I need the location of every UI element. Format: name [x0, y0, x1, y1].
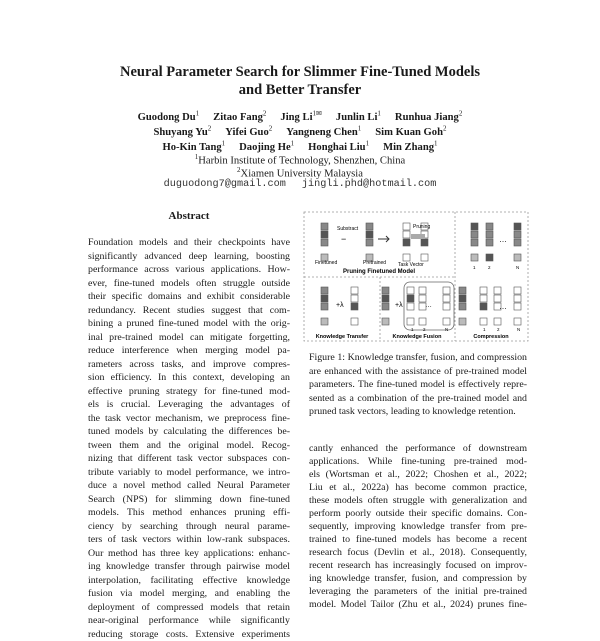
- comp-index-2: 2: [488, 265, 491, 270]
- parameter-block: [514, 318, 521, 325]
- parameter-block: [494, 287, 501, 294]
- text-line: parameters. The fine-tuned model is effectively repre-: [309, 378, 527, 392]
- author-affiliation-mark: 2: [263, 109, 267, 117]
- parameter-block: [351, 287, 358, 294]
- author: [336, 112, 381, 123]
- author-name: Shuyang Yu: [154, 127, 208, 138]
- author-line: [0, 109, 600, 123]
- parameter-block: [321, 239, 328, 246]
- arrow-icon: [378, 236, 389, 242]
- author: [225, 127, 272, 138]
- parameter-block: [382, 287, 389, 294]
- parameter-block: [403, 254, 410, 261]
- parameter-block: [403, 231, 410, 238]
- parameter-block: [366, 223, 373, 230]
- text-line: fusion via model merging, and enabling the: [88, 587, 290, 601]
- text-line: sented as a combination of the pre-trained model and: [309, 392, 527, 406]
- parameter-block: [382, 318, 389, 325]
- text-line: Our method has three key applications: enhanc-: [88, 547, 290, 561]
- label-task-vector: Task Vector: [398, 262, 424, 268]
- parameter-block: [382, 303, 389, 310]
- author: [138, 112, 200, 123]
- text-line: tribute variably to model performance, we intro-: [88, 466, 290, 480]
- author-affiliation-mark: 2: [269, 124, 273, 132]
- ellipsis-fusion: …: [425, 302, 432, 309]
- parameter-block: [321, 223, 328, 230]
- text-line: Liu et al., 2022a) has become common practice,: [309, 481, 527, 494]
- text-line: sion efficiency. In this context, developing an: [88, 371, 290, 385]
- parameter-block: [480, 287, 487, 294]
- parameter-block: [486, 223, 493, 230]
- text-line: reduce interference when merging model pa-: [88, 344, 290, 358]
- label-substract: Substract: [337, 226, 359, 232]
- figure-1: [303, 211, 529, 342]
- parameter-block: [403, 223, 410, 230]
- text-line: are enhanced with the assistance of pre-trained model: [309, 365, 527, 379]
- parameter-block: [514, 231, 521, 238]
- parameter-block: [443, 295, 450, 302]
- text-line: redundancy. Recent studies suggest that com-: [88, 304, 290, 318]
- author-name: Ho-Kin Tang: [162, 142, 221, 153]
- text-line: tuned models by calculating the differences be-: [88, 425, 290, 439]
- text-line: els is crucial. Leveraging the advantages of: [88, 398, 290, 412]
- author-affiliation-mark: 1: [434, 139, 438, 147]
- parameter-block: [321, 231, 328, 238]
- author: [213, 112, 266, 123]
- label-pruning: Pruning: [413, 224, 430, 230]
- author: [383, 142, 437, 153]
- author-name: Jing Li: [280, 112, 312, 123]
- comp-index-n: N: [516, 265, 519, 270]
- text-line: Figure 1: Knowledge transfer, fusion, and compression: [309, 351, 527, 365]
- author-name: Daojing He: [239, 142, 291, 153]
- figure-caption: [309, 351, 527, 419]
- author-affiliation-mark: 1✉: [313, 109, 322, 117]
- parameter-block: [459, 295, 466, 302]
- plus-lambda-transfer: +λ: [336, 302, 344, 309]
- parameter-block: [459, 303, 466, 310]
- ellipsis-compression-top: …: [499, 235, 507, 244]
- parameter-block: [366, 231, 373, 238]
- author-name: Junlin Li: [336, 112, 378, 123]
- text-line: Foundation models and their checkpoints have: [88, 236, 290, 250]
- parameter-block: [321, 295, 328, 302]
- text-line: ing knowledge transfer through pairwise model: [88, 560, 290, 574]
- text-line: models. This method enhances pruning effi-: [88, 506, 290, 520]
- text-line: interpolation, facilitating effective knowledge: [88, 574, 290, 588]
- text-line: inal pre-trained model can mitigate forgetting,: [88, 331, 290, 345]
- text-line: effective pruning strategy for fine-tuned mod-: [88, 385, 290, 399]
- parameter-block: [403, 239, 410, 246]
- text-line: els (Wortsman et al., 2022; Choshen et al., 2022;: [309, 468, 527, 481]
- author-name: Yifei Guo: [225, 127, 268, 138]
- author-name: Honghai Liu: [308, 142, 365, 153]
- text-line: near-original performance while significantly: [88, 614, 290, 628]
- parameter-block: [351, 295, 358, 302]
- text-line: perform poorly outside their specific domains. Con-: [309, 507, 527, 520]
- panel-pruning: Pruning Finetuned Model: [343, 269, 415, 275]
- parameter-block: [514, 287, 521, 294]
- text-line: research focus (Devlin et al., 2018). Consequently,: [309, 546, 527, 559]
- comp-index-nb: N: [517, 327, 520, 332]
- parameter-block: [419, 318, 426, 325]
- comp-index-1: 1: [473, 265, 476, 270]
- text-line: trained to fine-tuned models has become a recent: [309, 533, 527, 546]
- parameter-block: [443, 318, 450, 325]
- affiliation-2: $^2$Xiamen University Malaysia: [0, 166, 600, 180]
- parameter-block: [321, 287, 328, 294]
- plus-lambda-fusion: +λ: [395, 302, 403, 309]
- author-affiliation-mark: 1: [377, 109, 381, 117]
- parameter-block: [471, 223, 478, 230]
- parameter-block: [480, 303, 487, 310]
- author-affiliation-mark: 2: [443, 124, 447, 132]
- email-2: jingli.phd@hotmail.com: [302, 179, 437, 190]
- author: [154, 127, 212, 138]
- comp-index-1b: 1: [483, 327, 486, 332]
- author: [239, 142, 294, 153]
- abstract-heading: Abstract: [88, 210, 290, 222]
- text-line: Search (NPS) for slimming down fine-tuned: [88, 493, 290, 507]
- label-finetuned: Finetuned: [315, 260, 337, 266]
- text-line: tween them and the original model. Recog-: [88, 439, 290, 453]
- text-line: reducing storage costs. Extensive experiments: [88, 628, 290, 641]
- author: [286, 127, 361, 138]
- parameter-block: [486, 254, 493, 261]
- text-line: bining a pruned fine-tuned model with the orig-: [88, 317, 290, 331]
- parameter-block: [421, 239, 428, 246]
- parameter-block: [494, 295, 501, 302]
- parameter-block: [351, 318, 358, 325]
- affiliation-1: $^1$Harbin Institute of Technology, Shenzhen, China: [0, 153, 600, 167]
- parameter-block: [443, 303, 450, 310]
- paper-title-line-2: and Better Transfer: [0, 82, 600, 99]
- author: [162, 142, 225, 153]
- minus-sign: −: [341, 234, 346, 244]
- fusion-index-2: 2: [423, 327, 426, 332]
- text-line: the task vector mechanism, we preprocess fine-: [88, 412, 290, 426]
- parameter-block: [321, 303, 328, 310]
- parameter-block: [459, 287, 466, 294]
- text-line: model. Model Tailor (Zhu et al., 2024) prunes fine-: [309, 598, 527, 611]
- text-line: recent research has increasingly focused on improv-: [309, 559, 527, 572]
- parameter-block: [459, 318, 466, 325]
- author-affiliation-mark: 2: [459, 109, 463, 117]
- text-line: rameters across tasks, and improve compres-: [88, 358, 290, 372]
- text-line: sequently, improving knowledge transfer from pre-: [309, 520, 527, 533]
- abstract-body: [88, 236, 290, 641]
- email-1: duguodong7@gmail.com: [164, 179, 286, 190]
- text-line: duce a novel method called Neural Parameter: [88, 479, 290, 493]
- parameter-block: [321, 318, 328, 325]
- author-affiliation-mark: 2: [208, 124, 212, 132]
- parameter-block: [443, 287, 450, 294]
- parameter-block: [351, 303, 358, 310]
- author-name: Zitao Fang: [213, 112, 263, 123]
- author: [280, 112, 321, 123]
- text-line: performance across various applications. How-: [88, 263, 290, 277]
- author-name: Sim Kuan Goh: [375, 127, 443, 138]
- text-line: pruned task vectors, leading to knowledge retention.: [309, 405, 527, 419]
- paper-title-line-1: Neural Parameter Search for Slimmer Fine-Tuned Models: [0, 64, 600, 81]
- author-name: Min Zhang: [383, 142, 434, 153]
- text-line: applications. While fine-tuning pre-trained mod-: [309, 455, 527, 468]
- ellipsis-compression-bottom: …: [499, 302, 507, 311]
- author-affiliation-mark: 1: [222, 139, 226, 147]
- parameter-block: [382, 295, 389, 302]
- parameter-block: [421, 254, 428, 261]
- parameter-block: [486, 239, 493, 246]
- text-line: these models often struggle with generalization and: [309, 494, 527, 507]
- panel-fusion: Knowledge Fusion: [393, 334, 443, 340]
- panel-compression: Compression: [473, 334, 509, 340]
- text-line: their specific domains and exhibit considerable: [88, 290, 290, 304]
- body-text: [309, 442, 527, 611]
- parameter-block: [419, 287, 426, 294]
- parameter-block: [407, 303, 414, 310]
- parameter-block: [514, 254, 521, 261]
- text-line: ever, fine-tuned models often struggle outside: [88, 277, 290, 291]
- author-affiliation-mark: 1: [196, 109, 200, 117]
- author-line: [0, 124, 600, 138]
- parameter-block: [514, 303, 521, 310]
- text-line: cantly enhanced the performance of downstream: [309, 442, 527, 455]
- text-line: significantly advanced deep learning, boosting: [88, 250, 290, 264]
- author-affiliation-mark: 1: [291, 139, 295, 147]
- parameter-block: [407, 287, 414, 294]
- text-line: ing knowledge transfer, fusion, and compression by: [309, 572, 527, 585]
- parameter-block: [514, 239, 521, 246]
- parameter-block: [366, 239, 373, 246]
- parameter-block: [419, 295, 426, 302]
- parameter-block: [486, 231, 493, 238]
- author-affiliation-mark: 1: [358, 124, 362, 132]
- label-pretrained: Pretrained: [363, 260, 386, 266]
- author-line: [0, 139, 600, 153]
- text-line: deployment of compressed models that retain: [88, 601, 290, 615]
- author: [375, 127, 446, 138]
- parameter-block: [471, 231, 478, 238]
- parameter-block: [407, 318, 414, 325]
- parameter-block: [480, 295, 487, 302]
- parameter-block: [471, 239, 478, 246]
- author-name: Yangneng Chen: [286, 127, 358, 138]
- parameter-block: [471, 254, 478, 261]
- text-line: ciency by searching through neural parame-: [88, 520, 290, 534]
- author: [308, 142, 369, 153]
- author-name: Guodong Du: [138, 112, 196, 123]
- fusion-index-1: 1: [411, 327, 414, 332]
- parameter-block: [480, 318, 487, 325]
- author: [395, 112, 462, 123]
- parameter-block: [407, 295, 414, 302]
- pruning-arrow-icon: [411, 234, 425, 239]
- author-affiliation-mark: 1: [366, 139, 370, 147]
- emails: [0, 179, 600, 190]
- comp-index-2b: 2: [497, 327, 500, 332]
- text-line: ters of task vectors within low-rank subspaces.: [88, 533, 290, 547]
- author-name: Runhua Jiang: [395, 112, 459, 123]
- text-line: leveraging the parameters of the initial pre-trained: [309, 585, 527, 598]
- panel-transfer: Knowledge Transfer: [316, 334, 369, 340]
- parameter-block: [514, 223, 521, 230]
- text-line: nizing that different task vector subspaces con-: [88, 452, 290, 466]
- fusion-index-n: N: [445, 327, 448, 332]
- parameter-block: [494, 318, 501, 325]
- parameter-block: [514, 295, 521, 302]
